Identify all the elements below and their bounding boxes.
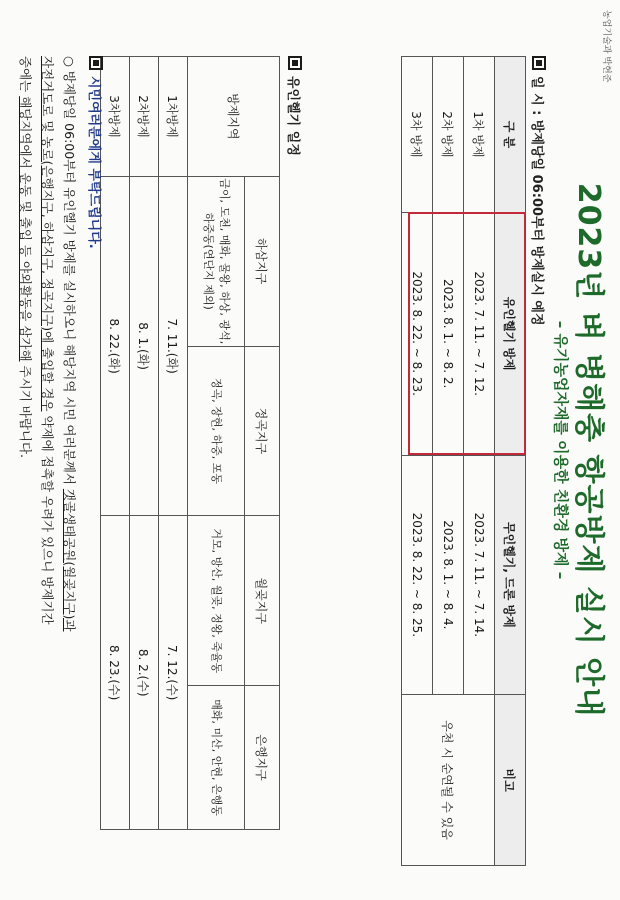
table-cell: 1차 방제 <box>464 57 495 213</box>
table-header: 비고 <box>495 695 526 866</box>
page-title: 2023년 벼 병해충 항공방제 실시 안내 <box>571 182 606 718</box>
square-bullet-icon <box>288 56 302 70</box>
table-cell: 1차방제 <box>159 57 188 177</box>
table-header: 구 분 <box>495 57 526 213</box>
table-row <box>130 57 159 830</box>
section-heli-heading: 유인헬기 일정 <box>285 56 304 156</box>
table-cell: 7. 12.(수) <box>159 516 188 830</box>
heli-schedule-table <box>100 56 280 830</box>
table-header: 무인헬기, 드론 방제 <box>495 455 526 695</box>
table-cell: 2023. 8. 22. ~ 8. 23. <box>402 212 433 455</box>
section-schedule-heading: 일 시 : 방제당일 06:00부터 방제실시 예정 <box>529 56 548 326</box>
table-header: 월곶지구 <box>245 516 280 686</box>
table-cell: 3차방제 <box>101 57 130 177</box>
table-row <box>464 57 495 866</box>
highlight-box <box>408 212 526 455</box>
table-cell: 2차 방제 <box>433 57 464 213</box>
table-header-row <box>245 57 280 830</box>
table-cell: 7. 11.(화) <box>159 176 188 516</box>
square-bullet-icon <box>89 56 103 70</box>
notice-paragraph <box>14 56 80 876</box>
table-header: 정곡지구 <box>245 346 280 516</box>
table-cell: 3차 방제 <box>402 57 433 213</box>
notice-line-3: 중에는 해당지역에서 운동 및 출입 등 야외활동을 삼가해 주시기 바랍니다. <box>18 56 33 459</box>
table-cell: 매화, 미산, 안현, 은행동 <box>188 686 245 830</box>
table-header: 유인헬기 방제 <box>495 212 526 455</box>
table-cell: 정곡, 장현, 하중, 포동 <box>188 346 245 516</box>
table-cell: 거모, 방산, 월곶, 정왕, 죽율동 <box>188 516 245 686</box>
table-cell: 2023. 7. 11. ~ 7. 12. <box>464 212 495 455</box>
table-cell: 2023. 8. 1. ~ 8. 2. <box>433 212 464 455</box>
square-bullet-icon <box>532 56 546 70</box>
table-cell: 8. 2.(수) <box>130 516 159 830</box>
table-header: 은행지구 <box>245 686 280 830</box>
notice-line-2: 자전거도로 및 농로(은행지구, 하삼지구, 정곡지구)에 출입할 경우 약제에 접촉할 우려가 있으니 방제기간 <box>40 56 55 625</box>
table-cell: 금이, 도천, 매화, 물왕, 하상, 광석, 하중동(연단지 제외) <box>188 176 245 346</box>
table-cell: 2023. 8. 1. ~ 8. 4. <box>433 455 464 695</box>
table-header-row <box>495 57 526 866</box>
table-cell: 2차방제 <box>130 57 159 177</box>
table-cell: 8. 23.(수) <box>101 516 130 830</box>
table-cell: 2023. 7. 11. ~ 7. 14. <box>464 455 495 695</box>
notice-line-1: ○ 방제당일 06:00부터 유인헬기 방제를 실시하오니 해당지역 시민 여러분께서 갯골생태공원(월곶지구)과 <box>62 56 77 632</box>
table-header: 방제지역 <box>188 57 280 177</box>
section-notice-heading: 시민여러분에게 부탁드립니다. <box>86 56 105 249</box>
schedule-table <box>401 56 526 866</box>
table-cell: 8. 22.(화) <box>101 176 130 516</box>
author-note: 농업기술과 박현준 <box>601 10 611 83</box>
page-subtitle: – 유기농업자재를 이용한 친환경 방제 – <box>552 320 570 580</box>
table-row <box>159 57 188 830</box>
table-header: 하삼지구 <box>245 176 280 346</box>
table-cell: 2023. 8. 22. ~ 8. 25. <box>402 455 433 695</box>
table-cell: 8. 1.(화) <box>130 176 159 516</box>
note-cell: 우천 시 순연될 수 있음 <box>402 695 495 866</box>
